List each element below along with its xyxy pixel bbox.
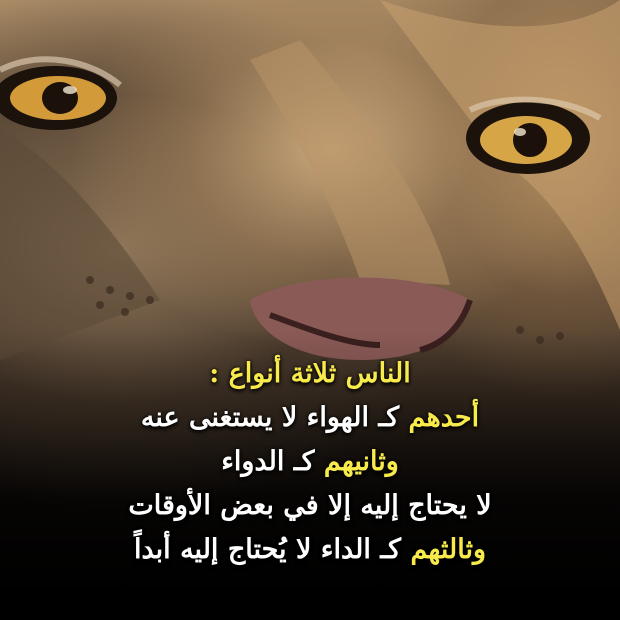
quote-text-block [0, 352, 620, 572]
quote-line-1 [0, 396, 620, 440]
quote-line-1-text: كـ الهواء لا يستغنى عنه [140, 402, 409, 433]
quote-line-4-text: كـ الداء لا يُحتاج إليه أبداً [133, 534, 411, 565]
quote-line-2-highlight: وثانيهم [323, 446, 399, 477]
lion-left-eye [0, 59, 120, 130]
quote-line-4 [0, 528, 620, 572]
quote-line-3: لا يحتاج إليه إلا في بعض الأوقات [128, 490, 492, 521]
quote-line-2-text: كـ الدواء [221, 446, 324, 477]
quote-title: الناس ثلاثة أنواع : [209, 358, 411, 389]
quote-line-2 [0, 440, 620, 484]
quote-line-1-highlight: أحدهم [408, 402, 480, 433]
quote-line-4-highlight: وثالثهم [410, 534, 487, 565]
